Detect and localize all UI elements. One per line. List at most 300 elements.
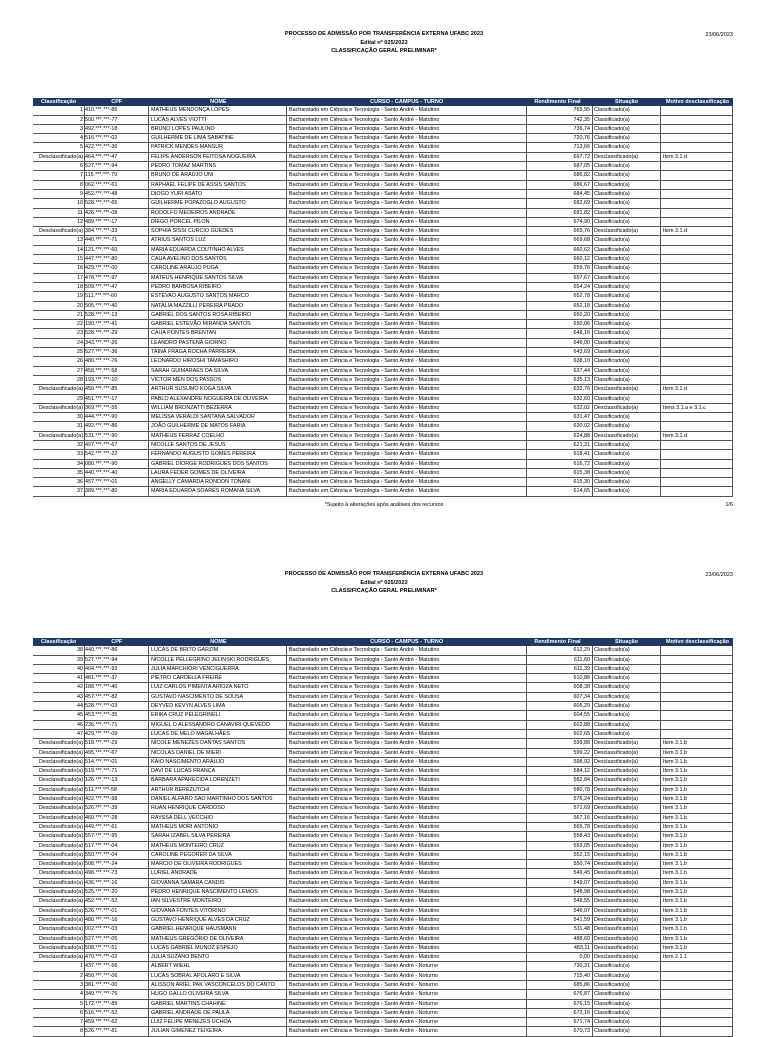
- classificacao-cell: 43: [33, 693, 85, 701]
- rendimento-cell: 659,76: [527, 264, 593, 272]
- cpf-cell: 528.***.***-13: [85, 311, 149, 319]
- situacao-cell: Classificado(a): [593, 1027, 661, 1035]
- cpf-cell: 440.***.***-86: [85, 646, 149, 654]
- cpf-cell: 429.***.***-09: [85, 730, 149, 738]
- table-row: [33, 367, 733, 376]
- edital-line: Edital nº 025/2023: [360, 579, 408, 586]
- classification-table: [33, 98, 733, 497]
- classificacao-cell: Desclassificado(a): [33, 907, 85, 915]
- table-row: [33, 674, 733, 683]
- curso-cell: Bacharelado em Ciência e Tecnologia - Santo André - Matutino: [287, 795, 527, 803]
- cpf-cell: 542.***.***-22: [85, 450, 149, 458]
- classificacao-cell: Desclassificado(a): [33, 860, 85, 868]
- cpf-cell: 381.***.***-00: [85, 981, 149, 989]
- nome-cell: NICOLAS DANIEL DE MIERI: [149, 749, 287, 757]
- cpf-cell: 481.***.***-37: [85, 674, 149, 682]
- table-row: [33, 469, 733, 478]
- table-row: [33, 395, 733, 404]
- classificacao-cell: 41: [33, 674, 85, 682]
- curso-cell: Bacharelado em Ciência e Tecnologia - Santo André - Matutino: [287, 851, 527, 859]
- table-row: [33, 460, 733, 469]
- nome-cell: IAN SILVESTRE MONTEIRO: [149, 897, 287, 905]
- table-row: [33, 907, 733, 916]
- nome-cell: ESTEVAO AUGUSTO SANTOS MARCO: [149, 292, 287, 300]
- cpf-cell: 528.***.***-65: [85, 199, 149, 207]
- curso-cell: Bacharelado em Ciência e Tecnologia - Santo André - Matutino: [287, 125, 527, 133]
- motivo-cell: [661, 116, 733, 124]
- motivo-cell: Item 3.1.b: [661, 814, 733, 822]
- curso-cell: Bacharelado em Ciência e Tecnologia - Santo André - Matutino: [287, 693, 527, 701]
- motivo-cell: [661, 460, 733, 468]
- situacao-cell: Classificado(a): [593, 656, 661, 664]
- motivo-cell: [661, 125, 733, 133]
- cpf-cell: 422.***.***-98: [85, 795, 149, 803]
- motivo-cell: [661, 106, 733, 114]
- classificacao-cell: 3: [33, 981, 85, 989]
- table-header: [33, 98, 733, 106]
- curso-cell: Bacharelado em Ciência e Tecnologia - Santo André - Matutino: [287, 274, 527, 282]
- motivo-cell: [661, 1018, 733, 1026]
- nome-cell: MATHEUS FERRAZ COELHO: [149, 432, 287, 440]
- classificacao-cell: 38: [33, 646, 85, 654]
- nome-cell: LUIZ FELIPE MENEZES UCHOA: [149, 1018, 287, 1026]
- table-row: [33, 199, 733, 208]
- situacao-cell: Desclassificado(a): [593, 851, 661, 859]
- nome-cell: BRUNO LOPES PAULINO: [149, 125, 287, 133]
- page-title: [0, 30, 768, 56]
- curso-cell: Bacharelado em Ciência e Tecnologia - Santo André - Matutino: [287, 348, 527, 356]
- table-row: [33, 860, 733, 869]
- situacao-cell: Classificado(a): [593, 450, 661, 458]
- situacao-cell: Classificado(a): [593, 339, 661, 347]
- rendimento-cell: 584,12: [527, 767, 593, 775]
- curso-cell: Bacharelado em Ciência e Tecnologia - Santo André - Noturno: [287, 1018, 527, 1026]
- cpf-cell: 349.***.***-75: [85, 990, 149, 998]
- curso-cell: Bacharelado em Ciência e Tecnologia - Santo André - Matutino: [287, 376, 527, 384]
- rendimento-cell: 660,62: [527, 246, 593, 254]
- curso-cell: Bacharelado em Ciência e Tecnologia - Santo André - Matutino: [287, 116, 527, 124]
- classificacao-cell: Desclassificado(a): [33, 776, 85, 784]
- nome-cell: LEONARDO HIROSHI TAMASHIRO: [149, 357, 287, 365]
- motivo-cell: [661, 665, 733, 673]
- nome-cell: TAINÁ FRAGA ROCHA PARREIRA: [149, 348, 287, 356]
- cpf-cell: 528.***.***-03: [85, 702, 149, 710]
- page-title: [0, 570, 768, 596]
- situacao-cell: Classificado(a): [593, 264, 661, 272]
- classificacao-cell: 21: [33, 311, 85, 319]
- motivo-cell: [661, 246, 733, 254]
- table-row: [33, 656, 733, 665]
- situacao-cell: Classificado(a): [593, 190, 661, 198]
- cpf-cell: 457.***.***-82: [85, 693, 149, 701]
- cpf-cell: 492.***.***-86: [85, 422, 149, 430]
- motivo-cell: [661, 1027, 733, 1035]
- nome-cell: SARAH GUIMARAES DA SILVA: [149, 367, 287, 375]
- motivo-cell: Item 3.1.b: [661, 758, 733, 766]
- table-row: [33, 1009, 733, 1018]
- rendimento-cell: 549,07: [527, 879, 593, 887]
- classificacao-cell: 1: [33, 962, 85, 970]
- rendimento-cell: 637,44: [527, 367, 593, 375]
- curso-cell: Bacharelado em Ciência e Tecnologia - Santo André - Matutino: [287, 832, 527, 840]
- curso-cell: Bacharelado em Ciência e Tecnologia - Santo André - Matutino: [287, 739, 527, 747]
- cpf-cell: 526.***.***-01: [85, 907, 149, 915]
- classificacao-cell: Desclassificado(a): [33, 851, 85, 859]
- situacao-cell: Classificado(a): [593, 311, 661, 319]
- situacao-cell: Classificado(a): [593, 646, 661, 654]
- rendimento-cell: 676,15: [527, 1000, 593, 1008]
- situacao-cell: Classificado(a): [593, 674, 661, 682]
- curso-cell: Bacharelado em Ciência e Tecnologia - Santo André - Noturno: [287, 1027, 527, 1035]
- motivo-cell: [661, 134, 733, 142]
- rendimento-cell: 654,24: [527, 283, 593, 291]
- table-row: [33, 487, 733, 496]
- classificacao-cell: Desclassificado(a): [33, 953, 85, 961]
- nome-cell: LUCAS DE MELO MAGALHÃES: [149, 730, 287, 738]
- cpf-cell: 527.***.***-05: [85, 935, 149, 943]
- rendimento-cell: 643,69: [527, 348, 593, 356]
- cpf-cell: 343.***.***-26: [85, 339, 149, 347]
- classificacao-cell: 2: [33, 116, 85, 124]
- curso-cell: Bacharelado em Ciência e Tecnologia - Santo André - Matutino: [287, 302, 527, 310]
- situacao-cell: Desclassificado(a): [593, 879, 661, 887]
- rendimento-cell: 687,05: [527, 162, 593, 170]
- classificacao-cell: Desclassificado(a): [33, 385, 85, 393]
- nome-cell: LUCAS ALVES VIOTTI: [149, 116, 287, 124]
- curso-cell: Bacharelado em Ciência e Tecnologia - Santo André - Noturno: [287, 1009, 527, 1017]
- table-row: [33, 236, 733, 245]
- nome-cell: PEDRO TOMAZ MARTINS: [149, 162, 287, 170]
- cpf-cell: 450.***.***-85: [85, 385, 149, 393]
- motivo-cell: [661, 302, 733, 310]
- cpf-cell: 451.***.***-17: [85, 395, 149, 403]
- table-row: [33, 274, 733, 283]
- situacao-cell: Classificado(a): [593, 1009, 661, 1017]
- motivo-cell: [661, 143, 733, 151]
- curso-cell: Bacharelado em Ciência e Tecnologia - Santo André - Matutino: [287, 674, 527, 682]
- nome-cell: JULIA SUZANO BENTO: [149, 953, 287, 961]
- curso-cell: Bacharelado em Ciência e Tecnologia - Santo André - Matutino: [287, 656, 527, 664]
- classificacao-cell: 30: [33, 413, 85, 421]
- rendimento-cell: 682,69: [527, 199, 593, 207]
- cpf-cell: 369.***.***-55: [85, 404, 149, 412]
- curso-cell: Bacharelado em Ciência e Tecnologia - Santo André - Matutino: [287, 888, 527, 896]
- curso-cell: Bacharelado em Ciência e Tecnologia - Santo André - Matutino: [287, 395, 527, 403]
- table-row: [33, 981, 733, 990]
- curso-cell: Bacharelado em Ciência e Tecnologia - Santo André - Matutino: [287, 106, 527, 114]
- table-row: [33, 432, 733, 441]
- situacao-cell: Classificado(a): [593, 171, 661, 179]
- nome-cell: GUILHERME POPAZOGLO AUGUSTO: [149, 199, 287, 207]
- situacao-cell: Classificado(a): [593, 125, 661, 133]
- classificacao-cell: 37: [33, 487, 85, 495]
- table-row: [33, 1018, 733, 1027]
- nome-cell: DANIEL ALFARO SAO MARTINHO DOS SANTOS: [149, 795, 287, 803]
- motivo-cell: Item 3.1.b: [661, 935, 733, 943]
- page-date: 23/06/2023: [705, 572, 733, 578]
- header-rendimento: Rendimento Final: [534, 639, 581, 646]
- table-row: [33, 376, 733, 385]
- nome-cell: ARTHUR BEREZUTCHI: [149, 786, 287, 794]
- classificacao-cell: 34: [33, 460, 85, 468]
- table-row: [33, 134, 733, 143]
- cpf-cell: 190.***.***-41: [85, 320, 149, 328]
- cpf-cell: 384.***.***-33: [85, 227, 149, 235]
- situacao-cell: Classificado(a): [593, 302, 661, 310]
- classificacao-cell: Desclassificado(a): [33, 786, 85, 794]
- table-row: [33, 441, 733, 450]
- situacao-cell: Desclassificado(a): [593, 404, 661, 412]
- nome-cell: RUAN HENRIQUE CARDOSO: [149, 804, 287, 812]
- curso-cell: Bacharelado em Ciência e Tecnologia - Santo André - Matutino: [287, 804, 527, 812]
- rendimento-cell: 686,82: [527, 171, 593, 179]
- classificacao-cell: 25: [33, 348, 85, 356]
- motivo-cell: [661, 292, 733, 300]
- curso-cell: Bacharelado em Ciência e Tecnologia - Santo André - Matutino: [287, 897, 527, 905]
- header-classificacao: Classificação: [41, 99, 77, 106]
- nome-cell: GUILHERME DE LIMA SABATINE: [149, 134, 287, 142]
- cpf-cell: 527.***.***-94: [85, 162, 149, 170]
- cpf-cell: 457.***.***-01: [85, 478, 149, 486]
- situacao-cell: Desclassificado(a): [593, 860, 661, 868]
- cpf-cell: 505.***.***-40: [85, 302, 149, 310]
- rendimento-cell: 605,29: [527, 702, 593, 710]
- table-row: [33, 190, 733, 199]
- curso-cell: Bacharelado em Ciência e Tecnologia - Santo André - Noturno: [287, 972, 527, 980]
- motivo-cell: [661, 311, 733, 319]
- motivo-cell: [661, 255, 733, 263]
- rendimento-cell: 553,05: [527, 842, 593, 850]
- classificacao-cell: 7: [33, 1018, 85, 1026]
- curso-cell: Bacharelado em Ciência e Tecnologia - Santo André - Matutino: [287, 162, 527, 170]
- table-row: [33, 153, 733, 162]
- cpf-cell: 497.***.***-67: [85, 441, 149, 449]
- curso-cell: Bacharelado em Ciência e Tecnologia - Santo André - Matutino: [287, 487, 527, 495]
- nome-cell: LAURA FEDER GOMES DE OLIVEIRA: [149, 469, 287, 477]
- rendimento-cell: 684,45: [527, 190, 593, 198]
- curso-cell: Bacharelado em Ciência e Tecnologia - Santo André - Noturno: [287, 990, 527, 998]
- table-row: [33, 832, 733, 841]
- curso-cell: Bacharelado em Ciência e Tecnologia - Santo André - Matutino: [287, 413, 527, 421]
- table-row: [33, 711, 733, 720]
- table-row: [33, 385, 733, 394]
- rendimento-cell: 546,07: [527, 907, 593, 915]
- motivo-cell: Item 3.1.b: [661, 832, 733, 840]
- situacao-cell: Desclassificado(a): [593, 432, 661, 440]
- rendimento-cell: 669,76: [527, 227, 593, 235]
- nome-cell: MARCIO DE OLIVEIRA RODRIGUES: [149, 860, 287, 868]
- motivo-cell: Item 3.1.b: [661, 897, 733, 905]
- table-row: [33, 339, 733, 348]
- curso-cell: Bacharelado em Ciência e Tecnologia - Santo André - Matutino: [287, 814, 527, 822]
- rendimento-cell: 550,74: [527, 860, 593, 868]
- rendimento-cell: 565,78: [527, 823, 593, 831]
- table-row: [33, 972, 733, 981]
- motivo-cell: [661, 283, 733, 291]
- nome-cell: MARIA EDUARDA COUTINHO ALVES: [149, 246, 287, 254]
- situacao-cell: Desclassificado(a): [593, 758, 661, 766]
- motivo-cell: [661, 190, 733, 198]
- table-row: [33, 758, 733, 767]
- motivo-cell: [661, 339, 733, 347]
- curso-cell: Bacharelado em Ciência e Tecnologia - Santo André - Noturno: [287, 981, 527, 989]
- situacao-cell: Classificado(a): [593, 143, 661, 151]
- situacao-cell: Classificado(a): [593, 236, 661, 244]
- motivo-cell: [661, 990, 733, 998]
- table-row: [33, 916, 733, 925]
- motivo-cell: Item 3.1.b: [661, 823, 733, 831]
- header-cpf: CPF: [111, 639, 123, 646]
- subtitle-line: CLASSIFICAÇÃO GERAL PRELIMINAR*: [331, 588, 437, 594]
- nome-cell: GABRIEL ESTEVÃO MIRANDA SANTOS: [149, 320, 287, 328]
- classificacao-cell: 4: [33, 990, 85, 998]
- table-row: [33, 683, 733, 692]
- situacao-cell: Classificado(a): [593, 683, 661, 691]
- curso-cell: Bacharelado em Ciência e Tecnologia - Santo André - Matutino: [287, 935, 527, 943]
- table-body: [33, 646, 733, 1036]
- nome-cell: LUCAS SOBRAL APOLARO E SILVA: [149, 972, 287, 980]
- nome-cell: JULIAN GIMENEZ TEIXEIRA: [149, 1027, 287, 1035]
- classificacao-cell: 8: [33, 1027, 85, 1035]
- situacao-cell: Classificado(a): [593, 1000, 661, 1008]
- page-number: 1/6: [725, 502, 733, 508]
- table-row: [33, 125, 733, 134]
- situacao-cell: Classificado(a): [593, 218, 661, 226]
- classificacao-cell: Desclassificado(a): [33, 869, 85, 877]
- situacao-cell: Classificado(a): [593, 413, 661, 421]
- document-page-2: [0, 540, 768, 1035]
- cpf-cell: 480.***.***-76: [85, 357, 149, 365]
- cpf-cell: 447.***.***-80: [85, 255, 149, 263]
- situacao-cell: Desclassificado(a): [593, 776, 661, 784]
- cpf-cell: 526.***.***-39: [85, 804, 149, 812]
- motivo-cell: [661, 972, 733, 980]
- curso-cell: Bacharelado em Ciência e Tecnologia - Santo André - Matutino: [287, 320, 527, 328]
- classificacao-cell: Desclassificado(a): [33, 739, 85, 747]
- header-curso: CURSO - CAMPUS - TURNO: [370, 639, 444, 646]
- situacao-cell: Classificado(a): [593, 367, 661, 375]
- situacao-cell: Classificado(a): [593, 962, 661, 970]
- rendimento-cell: 713,66: [527, 143, 593, 151]
- table-row: [33, 422, 733, 431]
- table-row: [33, 478, 733, 487]
- classificacao-cell: 1: [33, 106, 85, 114]
- motivo-cell: Item 3.1.b: [661, 925, 733, 933]
- table-row: [33, 404, 733, 413]
- nome-cell: RAPHAEL FELIPE DE ASSIS SANTOS: [149, 181, 287, 189]
- classificacao-cell: Desclassificado(a): [33, 749, 85, 757]
- cpf-cell: 002.***.***-03: [85, 925, 149, 933]
- classificacao-cell: 9: [33, 190, 85, 198]
- header-rendimento: Rendimento Final: [534, 99, 581, 106]
- motivo-cell: [661, 236, 733, 244]
- situacao-cell: Desclassificado(a): [593, 925, 661, 933]
- curso-cell: Bacharelado em Ciência e Tecnologia - Santo André - Matutino: [287, 367, 527, 375]
- motivo-cell: [661, 264, 733, 272]
- cpf-cell: 449.***.***-61: [85, 823, 149, 831]
- motivo-cell: [661, 1009, 733, 1017]
- situacao-cell: Classificado(a): [593, 665, 661, 673]
- rendimento-cell: 652,78: [527, 292, 593, 300]
- motivo-cell: [661, 478, 733, 486]
- classificacao-cell: 2: [33, 972, 85, 980]
- curso-cell: Bacharelado em Ciência e Tecnologia - Santo André - Matutino: [287, 171, 527, 179]
- nome-cell: GIOVANNA SAMARA CANDIS: [149, 879, 287, 887]
- motivo-cell: [661, 711, 733, 719]
- situacao-cell: Desclassificado(a): [593, 786, 661, 794]
- situacao-cell: Desclassificado(a): [593, 842, 661, 850]
- rendimento-cell: 611,60: [527, 656, 593, 664]
- table-row: [33, 181, 733, 190]
- situacao-cell: Classificado(a): [593, 348, 661, 356]
- table-row: [33, 357, 733, 366]
- classificacao-cell: 6: [33, 162, 85, 170]
- nome-cell: FERNANDO AUGUSTO GOMES PEREIRA: [149, 450, 287, 458]
- classificacao-cell: 36: [33, 478, 85, 486]
- motivo-cell: Item 3.1.b: [661, 767, 733, 775]
- rendimento-cell: 599,22: [527, 749, 593, 757]
- cpf-cell: 492.***.***-18: [85, 125, 149, 133]
- curso-cell: Bacharelado em Ciência e Tecnologia - Santo André - Matutino: [287, 329, 527, 337]
- table-row: [33, 869, 733, 878]
- cpf-cell: 440.***.***-40: [85, 469, 149, 477]
- cpf-cell: 516.***.***-02: [85, 134, 149, 142]
- cpf-cell: 511.***.***-60: [85, 292, 149, 300]
- motivo-cell: Item 3.1.b: [661, 907, 733, 915]
- cpf-cell: 458.***.***-58: [85, 367, 149, 375]
- situacao-cell: Desclassificado(a): [593, 739, 661, 747]
- curso-cell: Bacharelado em Ciência e Tecnologia - Santo André - Matutino: [287, 134, 527, 142]
- rendimento-cell: 541,59: [527, 916, 593, 924]
- nome-cell: SOPHIA SISSI CURCIO GUEDES: [149, 227, 287, 235]
- motivo-cell: [661, 274, 733, 282]
- situacao-cell: Desclassificado(a): [593, 814, 661, 822]
- header-nome: NOME: [210, 639, 227, 646]
- classificacao-cell: 33: [33, 450, 85, 458]
- rendimento-cell: 632,60: [527, 395, 593, 403]
- table-row: [33, 292, 733, 301]
- motivo-cell: [661, 357, 733, 365]
- nome-cell: MIGUEL D ALESSANDRO CANAVIRI QUEVEDO: [149, 721, 287, 729]
- cpf-cell: 489.***.***-17: [85, 218, 149, 226]
- table-row: [33, 106, 733, 115]
- nome-cell: PEDRO BARBOSA RIBEIRO: [149, 283, 287, 291]
- rendimento-cell: 567,16: [527, 814, 593, 822]
- cpf-cell: 188.***.***-40: [85, 683, 149, 691]
- cpf-cell: 528.***.***-29: [85, 329, 149, 337]
- rendimento-cell: 599,88: [527, 739, 593, 747]
- motivo-cell: [661, 981, 733, 989]
- curso-cell: Bacharelado em Ciência e Tecnologia - Santo André - Matutino: [287, 869, 527, 877]
- table-row: [33, 795, 733, 804]
- situacao-cell: Desclassificado(a): [593, 227, 661, 235]
- cpf-cell: 422.***.***-36: [85, 143, 149, 151]
- nome-cell: ANGELLY CAMARDA RONDON TONANI: [149, 478, 287, 486]
- classificacao-cell: Desclassificado(a): [33, 758, 85, 766]
- cpf-cell: 470.***.***-02: [85, 953, 149, 961]
- classificacao-cell: 28: [33, 376, 85, 384]
- rendimento-cell: 657,67: [527, 274, 593, 282]
- motivo-cell: [661, 171, 733, 179]
- rendimento-cell: 742,35: [527, 116, 593, 124]
- nome-cell: NICOLLE SANTOS DE JESUS: [149, 441, 287, 449]
- nome-cell: CAUA PONTES BRENTAN: [149, 329, 287, 337]
- rendimento-cell: 548,98: [527, 888, 593, 896]
- situacao-cell: Desclassificado(a): [593, 907, 661, 915]
- curso-cell: Bacharelado em Ciência e Tecnologia - Santo André - Matutino: [287, 292, 527, 300]
- table-row: [33, 851, 733, 860]
- table-row: [33, 246, 733, 255]
